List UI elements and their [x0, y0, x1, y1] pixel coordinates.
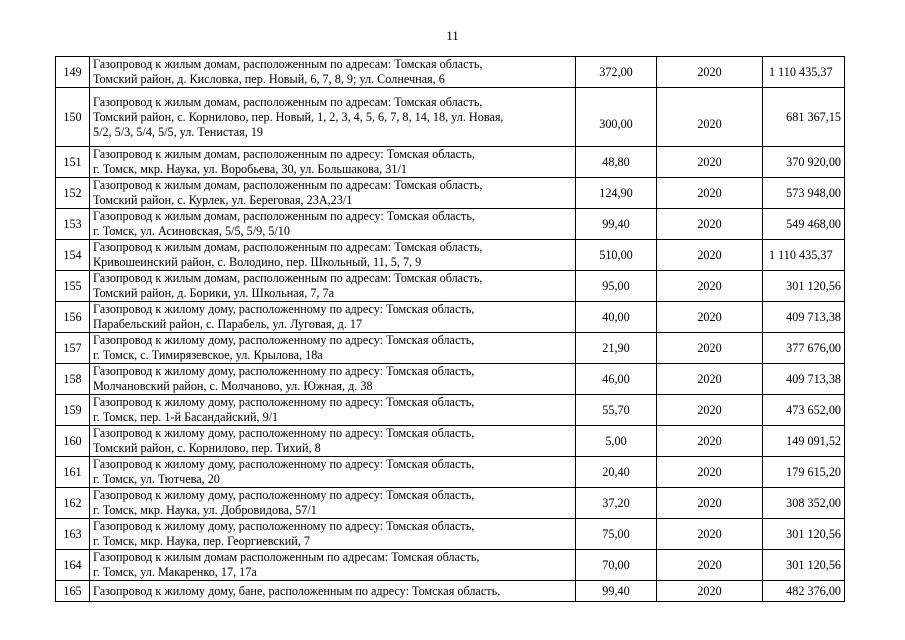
table-row — [56, 550, 845, 581]
cost: 1 110 435,37 — [763, 57, 845, 88]
pipeline-length: 55,70 — [576, 395, 657, 426]
row-number: 160 — [56, 426, 90, 457]
description-line: Томский район, д. Кисловка, пер. Новый, 6, 7, 8, 9; ул. Солнечная, 6 — [93, 72, 445, 86]
row-number: 154 — [56, 240, 90, 271]
cost: 149 091,52 — [763, 426, 845, 457]
pipeline-length: 46,00 — [576, 364, 657, 395]
description-line: г. Томск, ул. Макаренко, 17, 17а — [93, 565, 257, 579]
description-line: Газопровод к жилым домам, расположенным по адресам: Томская область, — [93, 94, 483, 109]
object-description — [90, 519, 576, 550]
cost: 308 352,00 — [763, 488, 845, 519]
year: 2020 — [657, 209, 763, 240]
table-row — [56, 333, 845, 364]
table-row — [56, 147, 845, 178]
pipeline-length: 95,00 — [576, 271, 657, 302]
row-number: 152 — [56, 178, 90, 209]
description-line: г. Томск, пер. 1-й Басандайский, 9/1 — [93, 410, 279, 424]
table-row — [56, 57, 845, 88]
description-line: Газопровод к жилому дому, расположенному по адресу: Томская область, — [93, 426, 475, 440]
cost: 409 713,38 — [763, 302, 845, 333]
pipeline-length: 75,00 — [576, 519, 657, 550]
description-line: г. Томск, мкр. Наука, пер. Георгиевский, 7 — [93, 534, 310, 548]
pipeline-length: 37,20 — [576, 488, 657, 519]
object-description — [90, 550, 576, 581]
pipeline-length: 20,40 — [576, 457, 657, 488]
table-row — [56, 209, 845, 240]
description-line: Газопровод к жилому дому, расположенному по адресу: Томская область, — [93, 302, 475, 316]
cost: 549 468,00 — [763, 209, 845, 240]
cost: 1 110 435,37 — [763, 240, 845, 271]
description-line: Газопровод к жилому дому, расположенному по адресу: Томская область, — [93, 364, 475, 378]
cost: 301 120,56 — [763, 271, 845, 302]
year: 2020 — [657, 240, 763, 271]
pipeline-length: 99,40 — [576, 581, 657, 602]
description-line: Газопровод к жилому дому, расположенному по адресу: Томская область, — [93, 519, 475, 533]
pipeline-length: 372,00 — [576, 57, 657, 88]
object-description — [90, 426, 576, 457]
year: 2020 — [657, 581, 763, 602]
row-number: 155 — [56, 271, 90, 302]
row-number: 158 — [56, 364, 90, 395]
table-row — [56, 426, 845, 457]
description-line: Томский район, д. Борики, ул. Школьная, 7, 7а — [93, 286, 335, 300]
year: 2020 — [657, 178, 763, 209]
cost: 179 615,20 — [763, 457, 845, 488]
description-line: Томский район, с. Курлек, ул. Береговая, 23А,23/1 — [93, 193, 353, 207]
description-line: Газопровод к жилым домам, расположенным по адресам: Томская область, — [93, 240, 483, 254]
year: 2020 — [657, 426, 763, 457]
object-description — [90, 147, 576, 178]
description-line: 5/2, 5/3, 5/4, 5/5, ул. Тенистая, 19 — [93, 124, 264, 139]
description-line: Газопровод к жилым домам, расположенным по адресам: Томская область, — [93, 178, 483, 192]
table-body — [56, 57, 845, 602]
object-description — [90, 333, 576, 364]
year: 2020 — [657, 550, 763, 581]
table-row — [56, 488, 845, 519]
object-description — [90, 88, 576, 147]
description-line: Кривошеинский район, с. Володино, пер. Школьный, 11, 5, 7, 9 — [93, 255, 422, 269]
year: 2020 — [657, 57, 763, 88]
object-description — [90, 57, 576, 88]
description-line: Газопровод к жилым домам, расположенным по адресам: Томская область, — [93, 57, 483, 71]
object-description — [90, 395, 576, 426]
cost: 473 652,00 — [763, 395, 845, 426]
description-line: Томский район, с. Корнилово, пер. Тихий, 8 — [93, 441, 321, 455]
object-description — [90, 271, 576, 302]
pipeline-length: 5,00 — [576, 426, 657, 457]
year: 2020 — [657, 457, 763, 488]
table-row — [56, 240, 845, 271]
pipeline-length: 124,90 — [576, 178, 657, 209]
cost: 301 120,56 — [763, 519, 845, 550]
gas-pipeline-table — [55, 56, 845, 602]
cost: 573 948,00 — [763, 178, 845, 209]
row-number: 150 — [56, 88, 90, 147]
description-line: Газопровод к жилому дому, расположенному по адресу: Томская область, — [93, 457, 475, 471]
row-number: 157 — [56, 333, 90, 364]
description-line: г. Томск, с. Тимирязевское, ул. Крылова, 18а — [93, 348, 323, 362]
year: 2020 — [657, 488, 763, 519]
description-line: г. Томск, ул. Тютчева, 20 — [93, 472, 220, 486]
year: 2020 — [657, 333, 763, 364]
row-number: 163 — [56, 519, 90, 550]
row-number: 161 — [56, 457, 90, 488]
object-description — [90, 457, 576, 488]
pipeline-length: 70,00 — [576, 550, 657, 581]
description-line: Томский район, с. Корнилово, пер. Новый, 1, 2, 3, 4, 5, 6, 7, 8, 14, 18, ул. Новая, — [93, 109, 504, 124]
row-number: 153 — [56, 209, 90, 240]
table-row — [56, 302, 845, 333]
description-line: Газопровод к жилому дому, расположенному по адресу: Томская область, — [93, 333, 475, 347]
description-line: Парабельский район, с. Парабель, ул. Луговая, д. 17 — [93, 317, 363, 331]
object-description — [90, 581, 576, 602]
year: 2020 — [657, 147, 763, 178]
pipeline-length: 21,90 — [576, 333, 657, 364]
table-row — [56, 271, 845, 302]
cost: 301 120,56 — [763, 550, 845, 581]
description-line: Газопровод к жилым домам, расположенным по адресу: Томская область, — [93, 147, 475, 161]
page-number: 11 — [446, 28, 459, 43]
object-description — [90, 302, 576, 333]
year: 2020 — [657, 271, 763, 302]
description-line: г. Томск, мкр. Наука, ул. Добровидова, 57/1 — [93, 503, 317, 517]
description-line: Газопровод к жилым домам, расположенным по адресу: Томская область, — [93, 209, 475, 223]
pipeline-length: 48,80 — [576, 147, 657, 178]
year: 2020 — [657, 395, 763, 426]
table-row — [56, 519, 845, 550]
table-row — [56, 364, 845, 395]
table-row — [56, 178, 845, 209]
table-row — [56, 581, 845, 602]
object-description — [90, 364, 576, 395]
object-description — [90, 209, 576, 240]
object-description — [90, 240, 576, 271]
table-row — [56, 457, 845, 488]
cost: 681 367,15 — [763, 88, 845, 147]
description-line: Газопровод к жилым домам расположенным по адресам: Томская область, — [93, 550, 480, 564]
row-number: 159 — [56, 395, 90, 426]
pipeline-length: 300,00 — [576, 88, 657, 147]
table-row — [56, 88, 845, 147]
row-number: 156 — [56, 302, 90, 333]
description-line: Газопровод к жилому дому, расположенному по адресу: Томская область, — [93, 488, 475, 502]
row-number: 164 — [56, 550, 90, 581]
row-number: 151 — [56, 147, 90, 178]
description-line: Газопровод к жилому дому, бане, расположенным по адресу: Томская область, — [93, 583, 501, 598]
pipeline-length: 99,40 — [576, 209, 657, 240]
year: 2020 — [657, 519, 763, 550]
row-number: 165 — [56, 581, 90, 602]
pipeline-length: 40,00 — [576, 302, 657, 333]
cost: 370 920,00 — [763, 147, 845, 178]
row-number: 149 — [56, 57, 90, 88]
description-line: Молчановский район, с. Молчаново, ул. Южная, д. 38 — [93, 379, 373, 393]
description-line: Газопровод к жилому дому, расположенному по адресу: Томская область, — [93, 395, 475, 409]
pipeline-length: 510,00 — [576, 240, 657, 271]
cost: 482 376,00 — [763, 581, 845, 602]
cost: 409 713,38 — [763, 364, 845, 395]
description-line: Газопровод к жилым домам, расположенным по адресам: Томская область, — [93, 271, 483, 285]
year: 2020 — [657, 364, 763, 395]
year: 2020 — [657, 88, 763, 147]
table-row — [56, 395, 845, 426]
object-description — [90, 488, 576, 519]
year: 2020 — [657, 302, 763, 333]
description-line: г. Томск, мкр. Наука, ул. Воробьева, 30, ул. Большакова, 31/1 — [93, 162, 407, 176]
object-description — [90, 178, 576, 209]
row-number: 162 — [56, 488, 90, 519]
description-line: г. Томск, ул. Асиновская, 5/5, 5/9, 5/10 — [93, 224, 290, 238]
cost: 377 676,00 — [763, 333, 845, 364]
